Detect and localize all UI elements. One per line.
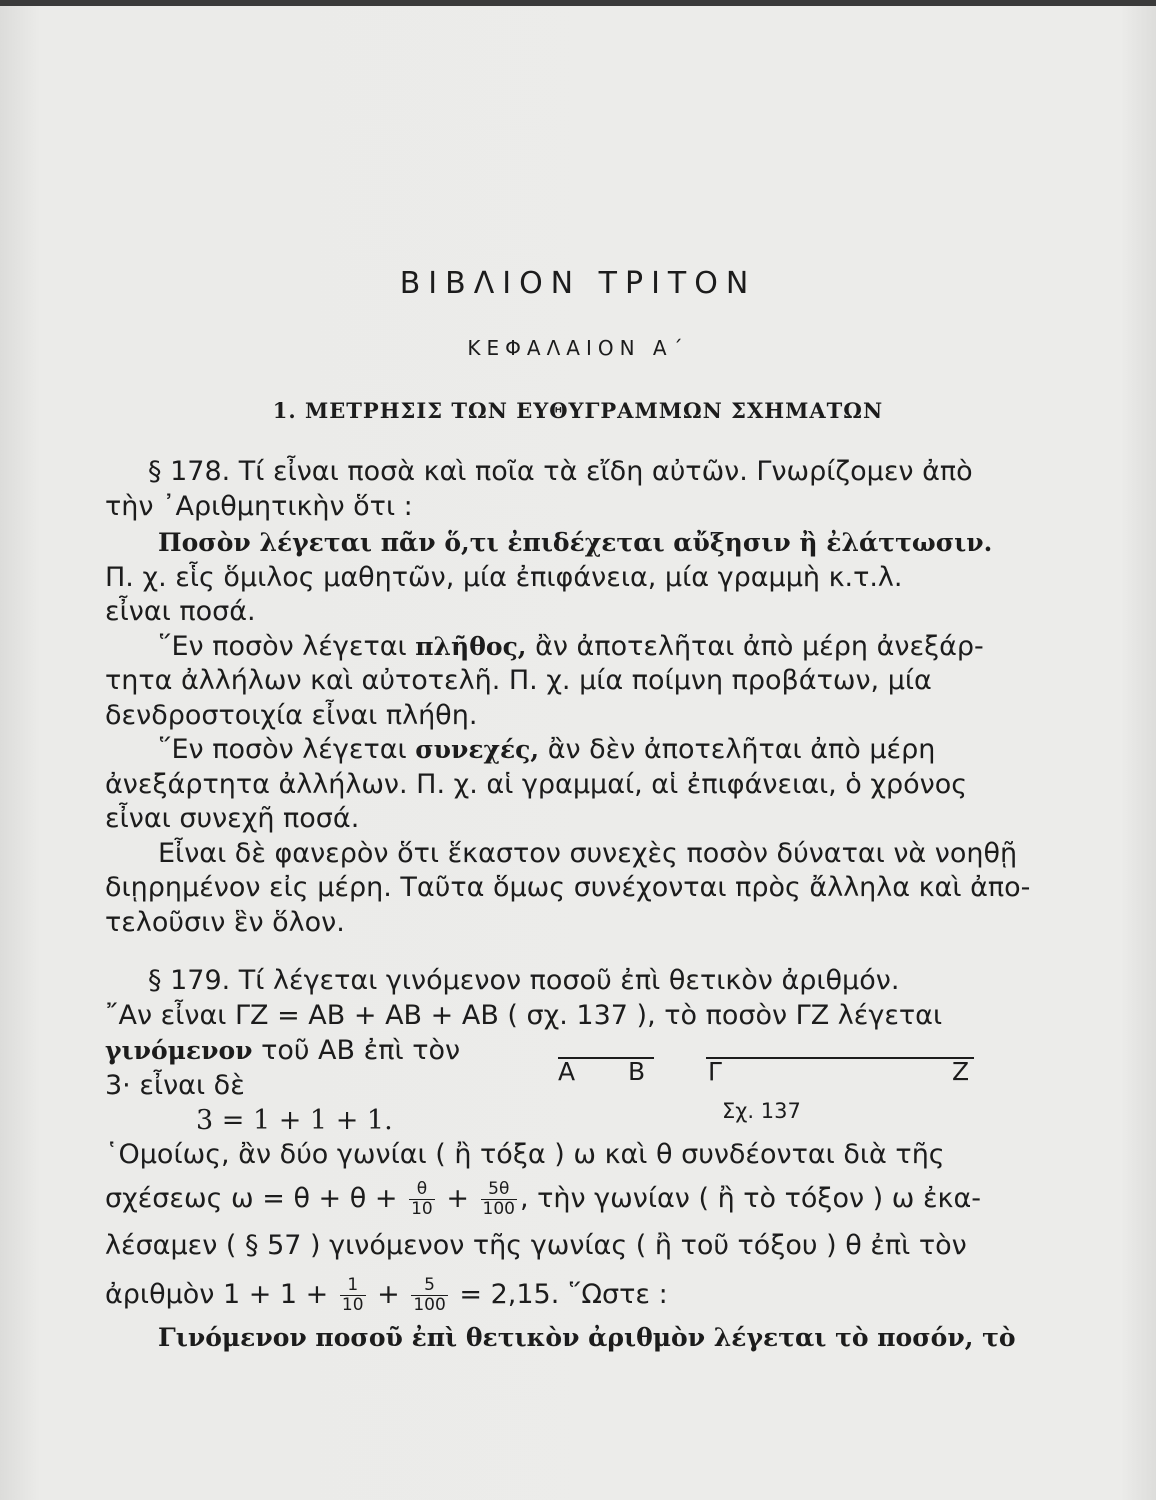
s178-line-7: τητα ἀλλήλων καὶ αὐτοτελῆ. Π. χ. μία ποίμνη προβάτων, μία xyxy=(105,665,932,696)
s178-line-14: τελοῦσιν ἓν ὅλον. xyxy=(105,907,345,938)
equation-3: 3 = 1 + 1 + 1. xyxy=(196,1105,393,1136)
s178-line-9: ῞Εν ποσὸν λέγεται συνεχές, ἂν δὲν ἀποτελῆται ἀπὸ μέρη xyxy=(158,734,936,765)
s178-line-4: Π. χ. εἷς ὅμιλος μαθητῶν, μία ἐπιφάνεια, μία γραμμὴ κ.τ.λ. xyxy=(105,562,903,593)
label-z: Ζ xyxy=(952,1057,970,1086)
scan-edge xyxy=(0,0,1156,6)
figure-caption: Σχ. 137 xyxy=(722,1099,801,1123)
s179-line-2: γινόμενον τοῦ ΑΒ ἐπὶ τὸν xyxy=(105,1035,461,1066)
s179-heading: § 179. Τί λέγεται γινόμενον ποσοῦ ἐπὶ θετικὸν ἀριθμόν. xyxy=(148,965,900,996)
s178-line-10: ἀνεξάρτητα ἀλλήλων. Π. χ. αἱ γραμμαί, αἱ ἐπιφάνειαι, ὁ χρόνος xyxy=(105,769,968,800)
s178-line-8: δενδροστοιχία εἶναι πλήθη. xyxy=(105,700,478,731)
s179-line-8: ἀριθμὸν 1 + 1 + $\frac{1}{10}$ + $\frac{5}{100}$ = 2,15. ῞Ωστε : xyxy=(105,1275,668,1315)
term-synechés: συνεχές, xyxy=(415,735,540,764)
s178-line-12: Εἶναι δὲ φανερὸν ὅτι ἕκαστον συνεχὲς ποσὸν δύναται νὰ νοηθῇ xyxy=(158,838,1018,869)
product-definition: Γινόμενον ποσοῦ ἐπὶ θετικὸν ἀριθμὸν λέγεται τὸ ποσόν, τὸ xyxy=(158,1323,1016,1352)
s179-line-3: 3· εἶναι δὲ xyxy=(105,1070,245,1101)
term-ginomenon: γινόμενον xyxy=(105,1036,253,1065)
s178-line-5: εἶναι ποσά. xyxy=(105,596,256,627)
s178-line-11: εἶναι συνεχῆ ποσά. xyxy=(105,803,360,834)
book-title: ΒΙΒΛΙΟΝ ΤΡΙΤΟΝ xyxy=(399,266,757,301)
s179-line-7: λέσαμεν ( § 57 ) γινόμενον τῆς γωνίας ( ἢ τοῦ τόξου ) θ ἐπὶ τὸν xyxy=(105,1230,967,1261)
label-a: Α xyxy=(558,1057,576,1086)
quantity-definition: Ποσὸν λέγεται πᾶν ὅ,τι ἐπιδέχεται αὔξησιν ἢ ἐλάττωσιν. xyxy=(158,528,993,557)
s179-line-1: ῎Αν εἶναι ΓΖ = ΑΒ + ΑΒ + ΑΒ ( σχ. 137 ), τὸ ποσὸν ΓΖ λέγεται xyxy=(105,1000,943,1031)
s178-heading: § 178. Τί εἶναι ποσὰ καὶ ποῖα τὰ εἴδη αὐτῶν. xyxy=(148,456,748,487)
section-title: 1. ΜΕΤΡΗΣΙΣ ΤΩΝ ΕΥΘΥΓΡΑΜΜΩΝ ΣΧΗΜΑΤΩΝ xyxy=(272,398,884,423)
label-g: Γ xyxy=(708,1057,722,1086)
s178-line-1: § 178. Τί εἶναι ποσὰ καὶ ποῖα τὰ εἴδη αὐτῶν. Γνωρίζομεν ἀπὸ xyxy=(148,456,973,487)
s179-line-6: σχέσεως ω = θ + θ + $\frac{\theta}{10}$ + $\frac{5\theta}{100}$ , τὴν γωνίαν ( ἢ τὸ τόξον ) ω ἐκα- xyxy=(105,1179,981,1219)
fraction-theta-10: $\frac{\theta}{10}$ xyxy=(411,1179,433,1219)
s178-line-13: διῃρημένον εἰς μέρη. Ταῦτα ὅμως συνέχονται πρὸς ἄλληλα καὶ ἀπο- xyxy=(105,872,1031,903)
fraction-1-10: $\frac{1}{10}$ xyxy=(341,1275,364,1315)
fraction-5theta-100: $\frac{5\theta}{100}$ xyxy=(482,1179,515,1219)
fraction-5-100: $\frac{5}{100}$ xyxy=(413,1275,446,1315)
segment-gz xyxy=(706,1057,974,1059)
s178-line-2: τὴν ᾿Αριθμητικὴν ὅτι : xyxy=(105,491,413,522)
s178-line-6: ῞Εν ποσὸν λέγεται πλῆθος, ἂν ἀποτελῆται ἀπὸ μέρη ἀνεξάρ- xyxy=(158,631,984,662)
label-b: Β xyxy=(628,1057,646,1086)
s179-line-5: ῾Ομοίως, ἂν δύο γωνίαι ( ἢ τόξα ) ω καὶ θ συνδέονται διὰ τῆς xyxy=(105,1139,945,1170)
term-plethos: πλῆθος, xyxy=(415,632,527,661)
chapter-title: ΚΕΦΑΛΑΙΟΝ Α΄ xyxy=(467,336,689,360)
